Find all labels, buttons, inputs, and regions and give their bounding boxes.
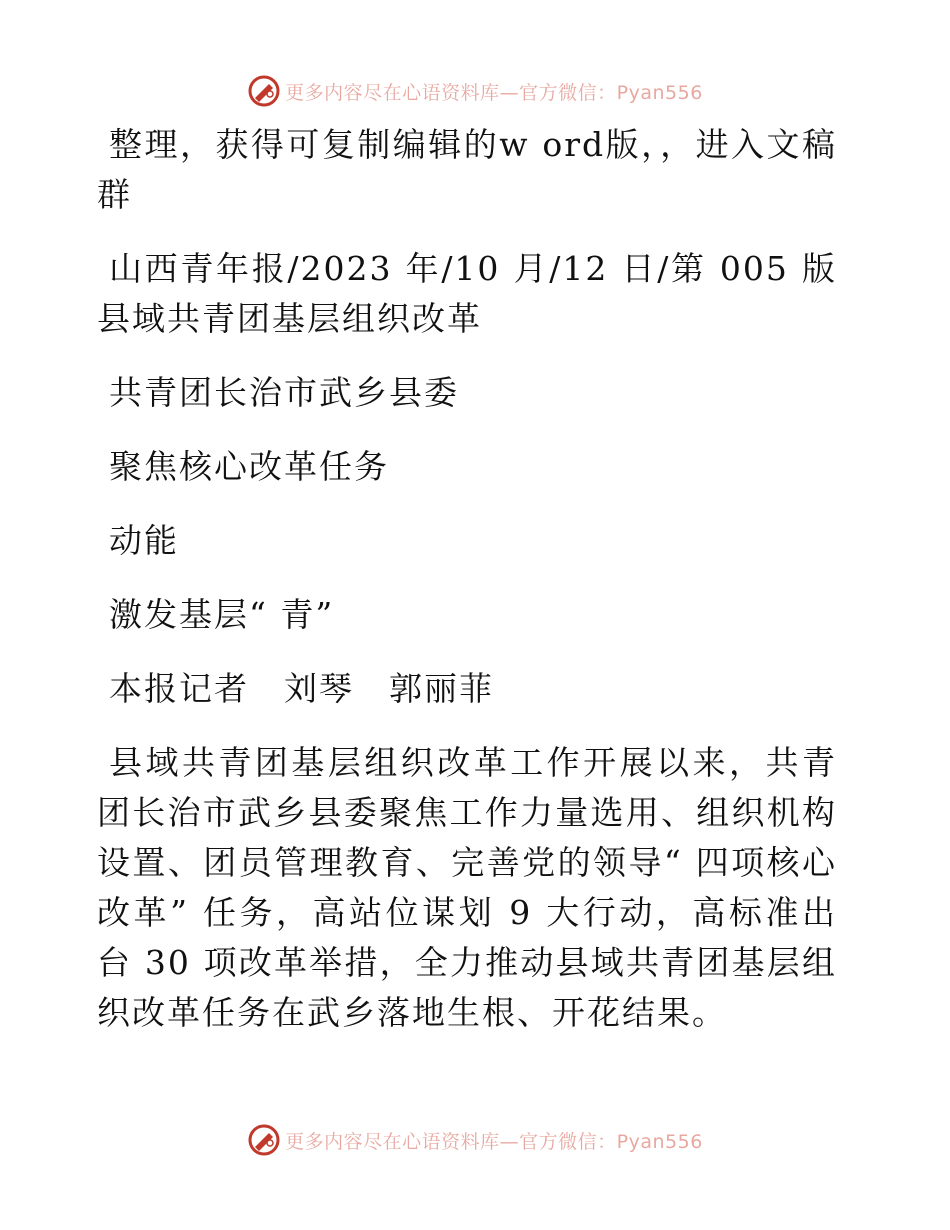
headline-line-2: 动能	[109, 521, 179, 560]
header-watermark	[0, 71, 950, 111]
watermark-text: 更多内容尽在心语资料库—官方微信：Pyan556	[285, 81, 703, 104]
intro-line: 整理，获得可复制编辑的w ord版，，进入文稿群	[97, 125, 837, 214]
byline: 本报记者 刘琴 郭丽菲	[109, 669, 494, 708]
pen-seal-logo-icon	[247, 74, 281, 108]
pen-seal-logo-icon	[247, 1123, 281, 1157]
source-line: 山西青年报/2023 年/10 月/12 日/第 005 版县域共青团基层组织改革	[97, 249, 837, 338]
document-body	[97, 120, 837, 1062]
footer-watermark	[0, 1120, 950, 1160]
headline-line-1: 聚焦核心改革任务	[109, 447, 389, 486]
headline-line-3: 激发基层“ 青”	[109, 595, 335, 634]
body-paragraph: 县域共青团基层组织改革工作开展以来，共青团长治市武乡县委聚焦工作力量选用、组织机构设置、团员管理教育、完善党的领导“ 四项核心改革” 任务，高站位谋划 9 大行动，高标准出台 30 项改革举措，全力推动县域共青团基层组织改革任务在武乡落地生根、开花结果。	[97, 743, 837, 1032]
watermark-text: 更多内容尽在心语资料库—官方微信：Pyan556	[285, 1130, 703, 1153]
organization-line: 共青团长治市武乡县委	[109, 373, 459, 412]
